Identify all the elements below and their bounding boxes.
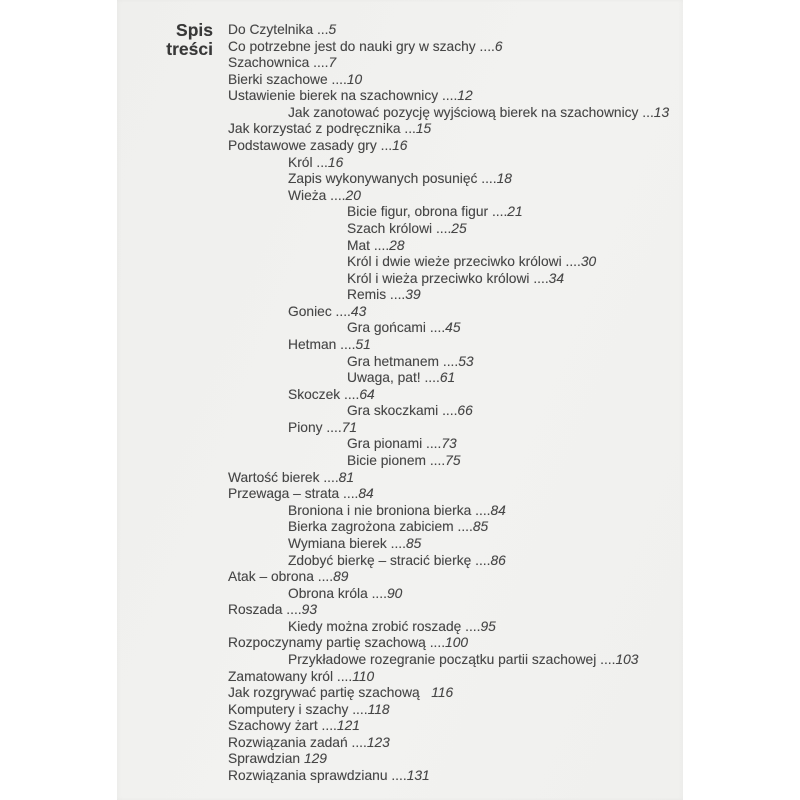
- toc-leader-dots: ....: [529, 270, 549, 286]
- toc-entry-label: Do Czytelnika: [228, 22, 314, 37]
- toc-entry: [228, 735, 680, 752]
- toc-entry-label: Szach królowi: [347, 220, 433, 236]
- toc-page-number: 71: [341, 419, 358, 435]
- toc-page-number: 66: [457, 403, 473, 419]
- toc-page-number: 30: [580, 254, 597, 270]
- toc-list: [228, 22, 680, 785]
- toc-entry-label: Rozwiązania zadań: [228, 734, 348, 750]
- toc-entry: [228, 420, 680, 437]
- toc-page-number: 20: [345, 187, 361, 203]
- toc-page-number: 100: [445, 635, 469, 651]
- toc-entry-label: Podstawowe zasady gry: [228, 138, 377, 154]
- toc-leader-dots: ...: [400, 121, 416, 137]
- toc-entry-label: Przykładowe rozegranie początku partii szachowej: [288, 651, 597, 667]
- toc-entry: [228, 436, 680, 453]
- toc-entry: [228, 105, 680, 122]
- toc-page-number: 16: [327, 154, 344, 170]
- toc-entry-label: Szachowy żart: [228, 718, 318, 734]
- toc-page-number: 25: [451, 220, 467, 236]
- toc-entry-label: Goniec: [288, 303, 332, 319]
- toc-leader-dots: ....: [439, 353, 459, 369]
- toc-entry: [228, 652, 680, 669]
- toc-leader-dots: ....: [331, 303, 351, 319]
- toc-leader-dots: ....: [475, 38, 495, 54]
- toc-entry: [228, 503, 680, 520]
- toc-entry-label: Co potrzebne jest do nauki gry w szachy: [228, 38, 476, 54]
- toc-entry: [228, 354, 680, 371]
- toc-page-number: 81: [338, 469, 355, 485]
- toc-entry: [228, 204, 680, 221]
- toc-leader-dots: ....: [336, 336, 356, 352]
- toc-entry: [228, 271, 680, 288]
- toc-page-number: 131: [406, 768, 430, 784]
- toc-entry: [228, 602, 680, 619]
- toc-page-number: 90: [386, 585, 403, 601]
- toc-entry-label: Remis: [347, 287, 387, 303]
- toc-leader-dots: ....: [282, 602, 302, 618]
- toc-leader-dots: ....: [347, 734, 367, 750]
- toc-entry-label: Mat: [347, 237, 370, 253]
- toc-page-number: 53: [458, 353, 474, 369]
- toc-leader-dots: ...: [313, 22, 329, 37]
- toc-entry: [228, 337, 680, 354]
- toc-entry-label: Gra skoczkami: [347, 403, 439, 419]
- toc-leader-dots: [420, 685, 432, 700]
- toc-entry-label: Skoczek: [288, 386, 341, 402]
- toc-page-number: 85: [472, 519, 489, 535]
- toc-page-number: 129: [303, 751, 327, 767]
- toc-leader-dots: ....: [326, 187, 346, 203]
- toc-page-number: 84: [358, 486, 374, 502]
- toc-entry-label: Jak korzystać z podręcznika: [228, 121, 401, 137]
- toc-entry: [228, 121, 680, 138]
- toc-entry: [228, 387, 680, 404]
- toc-page-number: 15: [415, 121, 432, 137]
- toc-leader-dots: ....: [322, 419, 342, 435]
- toc-entry: [228, 669, 680, 686]
- toc-entry-label: Broniona i nie broniona bierka: [288, 502, 472, 518]
- toc-entry-label: Uwaga, pat!: [347, 370, 421, 386]
- toc-entry-label: Bicie pionem: [347, 453, 426, 469]
- toc-leader-dots: ...: [376, 138, 393, 154]
- toc-entry: [228, 685, 680, 702]
- toc-page-number: 75: [445, 453, 461, 469]
- toc-page-number: 21: [507, 204, 523, 220]
- toc-entry-label: Zamatowany król: [228, 668, 334, 684]
- toc-entry-label: Bicie figur, obrona figur: [347, 204, 489, 220]
- toc-leader-dots: ....: [420, 370, 440, 386]
- toc-entry-label: Król: [288, 154, 313, 170]
- toc-title: [117, 21, 213, 59]
- toc-entry: [228, 188, 680, 205]
- toc-entry: [228, 453, 680, 470]
- toc-entry: [228, 718, 680, 735]
- toc-entry: [228, 22, 680, 39]
- toc-page-number: 5: [328, 22, 337, 37]
- toc-page-number: 84: [490, 502, 506, 518]
- toc-page-number: 73: [441, 436, 457, 452]
- toc-page-number: 7: [328, 55, 337, 71]
- toc-leader-dots: ....: [438, 88, 458, 104]
- toc-page-number: 12: [457, 88, 473, 104]
- toc-entry: [228, 88, 680, 105]
- toc-entry-label: Wartość bierek: [228, 469, 320, 485]
- toc-page-number: 45: [445, 320, 461, 336]
- toc-entry-label: Gra pionami: [347, 436, 423, 452]
- toc-entry-label: Sprawdzian: [228, 751, 301, 767]
- toc-entry: [228, 304, 680, 321]
- toc-leader-dots: ....: [422, 436, 442, 452]
- toc-page-number: 123: [366, 734, 390, 750]
- toc-entry: [228, 569, 680, 586]
- toc-entry-label: Rozpoczynamy partię szachową: [228, 635, 426, 651]
- toc-entry: [228, 221, 680, 238]
- toc-leader-dots: ....: [333, 668, 353, 684]
- toc-leader-dots: ....: [596, 651, 616, 667]
- toc-page-number: 10: [346, 71, 363, 87]
- toc-entry: [228, 619, 680, 636]
- toc-entry: [228, 702, 680, 719]
- toc-entry: [228, 486, 680, 503]
- toc-leader-dots: ....: [438, 403, 458, 419]
- toc-leader-dots: ....: [386, 535, 406, 551]
- toc-title-line1: Spis: [176, 20, 213, 40]
- toc-entry: [228, 553, 680, 570]
- toc-leader-dots: ....: [453, 519, 473, 535]
- toc-entry-label: Hetman: [288, 336, 337, 352]
- toc-entry-label: Wymiana bierek: [288, 535, 387, 551]
- toc-entry-label: Atak – obrona: [228, 569, 314, 585]
- toc-entry-label: Jak zanotować pozycję wyjściową bierek na szachownicy: [288, 104, 639, 120]
- toc-page-number: 51: [355, 336, 371, 352]
- toc-entry: [228, 751, 680, 768]
- toc-entry-label: Piony: [288, 419, 323, 435]
- toc-entry: [228, 470, 680, 487]
- toc-entry: [228, 254, 680, 271]
- toc-page-number: 34: [548, 270, 565, 286]
- toc-page-number: 86: [490, 552, 506, 568]
- toc-leader-dots: ....: [477, 171, 497, 187]
- toc-leader-dots: ....: [471, 552, 491, 568]
- toc-entry-label: Bierki szachowe: [228, 71, 328, 87]
- toc-leader-dots: ....: [488, 204, 508, 220]
- toc-entry: [228, 320, 680, 337]
- toc-page-number: 93: [301, 602, 317, 618]
- toc-page-number: 61: [439, 370, 456, 386]
- toc-entry: [228, 238, 680, 255]
- toc-entry-label: Roszada: [228, 602, 283, 618]
- toc-page-number: 28: [389, 237, 405, 253]
- toc-entry-label: Ustawienie bierek na szachownicy: [228, 88, 439, 104]
- toc-entry-label: Gra hetmanem: [347, 353, 440, 369]
- toc-entry: [228, 536, 680, 553]
- toc-entry-label: Przewaga – strata: [228, 486, 340, 502]
- toc-entry-label: Rozwiązania sprawdzianu: [228, 768, 388, 784]
- toc-entry-label: Kiedy można zrobić roszadę: [288, 618, 462, 634]
- toc-leader-dots: ....: [313, 569, 334, 585]
- toc-entry: [228, 55, 680, 72]
- toc-page-number: 89: [333, 569, 349, 585]
- toc-page-number: 121: [336, 718, 360, 734]
- toc-entry: [228, 155, 680, 172]
- toc-page-number: 110: [352, 668, 375, 684]
- toc-leader-dots: ....: [309, 55, 329, 71]
- toc-page-number: 16: [392, 138, 408, 154]
- toc-entry: [228, 39, 680, 56]
- toc-entry-label: Król i wieża przeciwko królowi: [347, 270, 530, 286]
- toc-page-number: 85: [405, 535, 422, 551]
- toc-entry-label: Obrona króla: [288, 585, 368, 601]
- toc-page-number: 103: [615, 651, 639, 667]
- toc-leader-dots: ....: [471, 502, 491, 518]
- toc-page-number: 13: [653, 104, 670, 120]
- toc-entry-label: Szachownica: [228, 55, 310, 71]
- toc-leader-dots: ....: [367, 585, 387, 601]
- book-page: [117, 0, 683, 800]
- toc-leader-dots: ....: [461, 618, 481, 634]
- toc-entry: [228, 171, 680, 188]
- toc-leader-dots: ....: [370, 237, 390, 253]
- toc-entry: [228, 586, 680, 603]
- toc-leader-dots: ....: [426, 453, 446, 469]
- toc-title-line2: treści: [166, 39, 213, 59]
- toc-leader-dots: ...: [312, 154, 328, 170]
- toc-entry-label: Zapis wykonywanych posunięć: [288, 171, 478, 187]
- toc-page-number: 39: [405, 287, 421, 303]
- toc-leader-dots: ....: [561, 254, 581, 270]
- toc-page-number: 43: [350, 303, 367, 319]
- toc-entry: [228, 370, 680, 387]
- toc-entry-label: Gra gońcami: [347, 320, 426, 336]
- toc-leader-dots: ....: [425, 320, 446, 336]
- toc-entry-label: Komputery i szachy: [228, 701, 349, 717]
- toc-leader-dots: ....: [340, 386, 360, 402]
- toc-page-number: 95: [480, 618, 496, 634]
- toc-leader-dots: ...: [638, 104, 654, 120]
- toc-entry: [228, 138, 680, 155]
- toc-entry: [228, 519, 680, 536]
- toc-leader-dots: ....: [348, 701, 368, 717]
- toc-page-number: 118: [367, 701, 390, 717]
- toc-entry: [228, 287, 680, 304]
- toc-entry: [228, 768, 680, 785]
- toc-page-number: 6: [494, 38, 503, 54]
- toc-entry-label: Bierka zagrożona zabiciem: [288, 519, 454, 535]
- toc-leader-dots: ....: [339, 486, 359, 502]
- toc-page-number: 18: [496, 171, 512, 187]
- toc-leader-dots: ....: [425, 635, 446, 651]
- toc-leader-dots: ....: [327, 71, 347, 87]
- toc-page-number: 64: [359, 386, 375, 402]
- toc-leader-dots: ....: [386, 287, 406, 303]
- toc-leader-dots: ....: [317, 718, 337, 734]
- toc-entry: [228, 635, 680, 652]
- toc-leader-dots: ....: [319, 469, 339, 485]
- toc-entry-label: Wieża: [288, 187, 327, 203]
- toc-entry: [228, 72, 680, 89]
- toc-entry-label: Król i dwie wieże przeciwko królowi: [347, 254, 562, 270]
- toc-leader-dots: ....: [387, 768, 407, 784]
- toc-entry-label: Jak rozgrywać partię szachową: [228, 685, 420, 701]
- toc-entry-label: Zdobyć bierkę – stracić bierkę: [288, 552, 472, 568]
- toc-leader-dots: ....: [432, 220, 452, 236]
- toc-page-number: 116: [431, 685, 454, 701]
- toc-entry: [228, 403, 680, 420]
